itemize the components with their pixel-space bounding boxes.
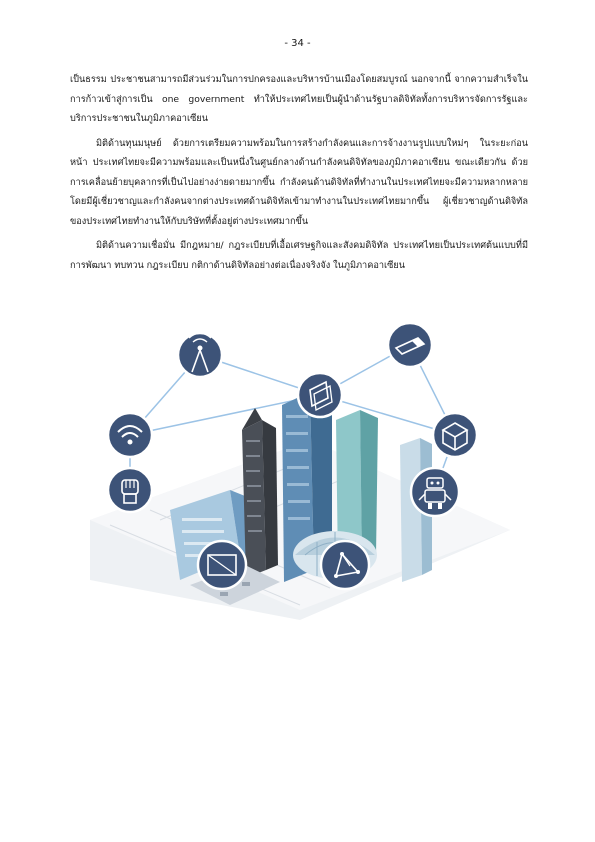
page-number: - 34 - (284, 38, 311, 49)
cards-icon (298, 373, 342, 417)
wifi-icon (108, 413, 152, 457)
digital-city-illustration (70, 320, 530, 620)
tower-dark (242, 420, 266, 578)
monitor-icon (198, 541, 246, 589)
paragraph-2: มิติด้านทุนมนุษย์ ด้วยการเตรียมความพร้อมในการสร้างกำลังคนและการจ้างงานรูปแบบใหม่ๆ ในระยะก่อนหน้า ประเทศไทยจะมีความพร้อมและเป็นหนึ่งในศูนย์กลางด้านกำลังคนดิจิทัลของภูมิภาคอาเซียน ขณะเดียวกัน ด้วยการเคลื่อนย้ายบุคลากรที่เป็นไปอย่างง่ายดายมากขึ้น กำลังคนด้านดิจิทัลที่ทำงานในประเทศไทยจะมีความหลากหลาย โดยมีผู้เชี่ยวชาญและกำลังคนจากต่างประเทศด้านดิจิทัลเข้ามาทำงานในประเทศไทยมากขึ้น ผู้เชี่ยวชาญด้านดิจิทัลของประเทศไทยทำงานให้กับบริษัทที่ตั้งอยู่ต่างประเทศมากขึ้น (70, 137, 528, 227)
robot-icon (411, 468, 459, 516)
body-text (70, 70, 528, 280)
battery-icon (388, 323, 432, 367)
city-svg (70, 320, 530, 620)
paragraph-1: เป็นธรรม ประชาชนสามารถมีส่วนร่วมในการปกครองและบริหารบ้านเมืองโดยสมบูรณ์ นอกจากนี้ จากความสำเร็จในการก้าวเข้าสู่การเป็น one government ทำให้ประเทศไทยเป็นผู้นำด้านรัฐบาลดิจิทัลทั้งการบริหารจัดการรัฐและบริการประชาชนในภูมิภาคอาเซียน (70, 74, 528, 124)
cube-icon (433, 413, 477, 457)
tower-antenna-icon (178, 333, 222, 377)
fist-icon (108, 468, 152, 512)
network-icon (321, 541, 369, 589)
paragraph-3: มิติด้านความเชื่อมั่น มีกฎหมาย/ กฎระเบียบที่เอื้อเศรษฐกิจและสังคมดิจิทัล ประเทศไทยเป็นประเทศต้นแบบที่มีการพัฒนา ทบทวน กฎระเบียบ กติกาด้านดิจิทัลอย่างต่อเนื่องจริงจัง ในภูมิภาคอาเซียน (70, 240, 528, 271)
